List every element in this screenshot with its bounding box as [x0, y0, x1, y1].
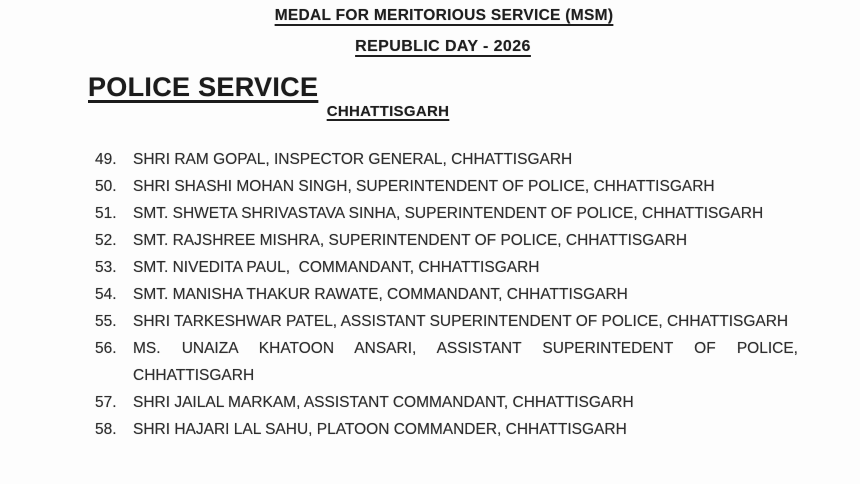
recipient-row — [95, 146, 805, 173]
recipient-text: SMT. MANISHA THAKUR RAWATE, COMMANDANT, CHHATTISGARH — [133, 286, 628, 303]
recipient-text: SMT. SHWETA SHRIVASTAVA SINHA, SUPERINTENDENT OF POLICE, CHHATTISGARH — [133, 205, 764, 222]
recipient-text: SMT. NIVEDITA PAUL, COMMANDANT, CHHATTISGARH — [133, 259, 540, 276]
recipient-row — [95, 200, 805, 227]
recipient-number: 49. — [95, 151, 117, 168]
recipient-row — [95, 335, 805, 389]
recipient-text: SHRI JAILAL MARKAM, ASSISTANT COMMANDANT, CHHATTISGARH — [133, 394, 634, 411]
recipient-row — [95, 281, 805, 308]
recipient-text: SHRI HAJARI LAL SAHU, PLATOON COMMANDER, CHHATTISGARH — [133, 421, 627, 438]
recipient-number: 53. — [95, 259, 117, 276]
service-heading: POLICE SERVICE — [88, 72, 319, 102]
recipient-row — [95, 416, 805, 443]
recipient-number: 52. — [95, 232, 117, 249]
recipient-text: MS. UNAIZA KHATOON ANSARI, ASSISTANT SUPERINTEDENT OF POLICE, CHHATTISGARH — [133, 340, 798, 384]
state-heading: CHHATTISGARH — [326, 103, 450, 120]
recipient-number: 50. — [95, 178, 117, 195]
recipient-text: SHRI TARKESHWAR PATEL, ASSISTANT SUPERINTENDENT OF POLICE, CHHATTISGARH — [133, 313, 789, 330]
recipient-list — [95, 146, 805, 443]
document-title: MEDAL FOR MERITORIOUS SERVICE (MSM) — [274, 7, 614, 24]
recipient-row — [95, 173, 805, 200]
recipient-number: 51. — [95, 205, 117, 222]
recipient-row — [95, 389, 805, 416]
recipient-number: 56. — [95, 340, 117, 357]
recipient-row — [95, 254, 805, 281]
recipient-number: 54. — [95, 286, 117, 303]
recipient-text: SHRI RAM GOPAL, INSPECTOR GENERAL, CHHATTISGARH — [133, 151, 573, 168]
recipient-row — [95, 227, 805, 254]
recipient-number: 55. — [95, 313, 117, 330]
recipient-text: SHRI SHASHI MOHAN SINGH, SUPERINTENDENT OF POLICE, CHHATTISGARH — [133, 178, 715, 195]
recipient-number: 57. — [95, 394, 117, 411]
document-subtitle: REPUBLIC DAY - 2026 — [355, 38, 531, 55]
recipient-number: 58. — [95, 421, 117, 438]
recipient-row — [95, 308, 805, 335]
recipient-text: SMT. RAJSHREE MISHRA, SUPERINTENDENT OF POLICE, CHHATTISGARH — [133, 232, 688, 249]
